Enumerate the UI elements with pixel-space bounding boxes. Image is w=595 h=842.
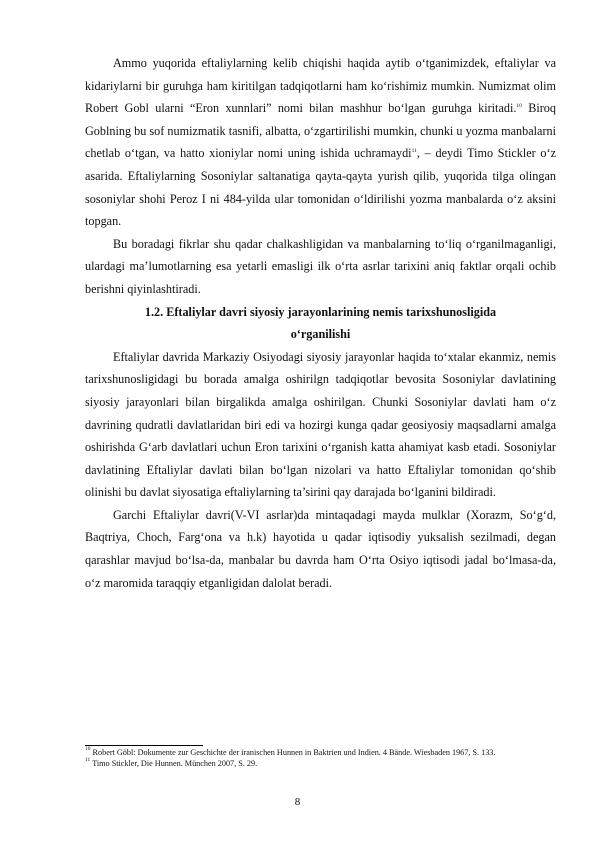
page-number: 8 [294,796,301,808]
footnote-mark-10: 10 [85,746,91,752]
paragraph-4: Garchi Eftaliylar davri(V-VI asrlar)da mintaqadagi mayda mulklar (Xorazm, So‘g‘d, Baqtriya, Choch, Farg‘ona va h.k) hayotida u qadar iqtisodiy yuksalish sezilmadi, degan qarashlar mavjud bo‘lsa-da, manbalar bu davrda ham O‘rta Osiyo iqtisodi jadal bo‘lmasa-da, o‘z maromida taraqqiy etganligidan dalolat beradi. [85,507,556,590]
footnote-11-text: Timo Stickler, Die Hunnen. München 2007, S. 29. [90,758,258,768]
paragraph-3: Eftaliylar davrida Markaziy Osiyodagi siyosiy jarayonlar haqida to‘xtalar ekanmiz, nemis tarixshunosligidagi bu borada amalga oshirilgn tadqiqotlar bevosita Sosoniylar davlatining siyosiy jarayonlari bilan birgalikda amalga oshirilgan. Chunki Sosoniylar davlati ham o‘z davrining qudratli davlatlaridan biri edi va hozirgi kunga qadar geosiyosiy maqsadlarni amalga oshirishda G‘arb davlatlari uchun Eron tarixini o‘rganish katta ahamiyat kasb etadi. Sosoniylar davlatining Eftaliylar davlati bilan bo‘lgan nizolari va hatto Eftaliylar tomonidan qo‘shib olinishi bu davlat siyosatiga eftaliylarning ta’sirini qay darajada bo‘lganini bildiradi. [85,349,556,500]
section-heading-line-2: o‘rganilishi [290,327,351,342]
section-heading-line-1: 1.2. Eftaliylar davri siyosiy jarayonlarining nemis tarixshunosligida [144,304,497,319]
paragraph-1 [85,52,556,233]
footnote-10-text: Robert Göbl: Dokumente zur Geschichte der iranischen Hunnen in Baktrien und Indien. 4 Bände. Wiesbaden 1967, S. 133. [90,748,496,757]
footnote-10 [85,748,556,759]
footnote-ref-10: 10 [516,103,522,110]
footnote-mark-11: 11 [85,756,91,763]
footnote-11 [85,756,556,770]
paragraph-2: Bu boradagi fikrlar shu qadar chalkashligidan va manbalarning to‘liq o‘rganilmaganligi, ulardagi ma’lumotlarning esa yetarli emasligi ilk o‘rta asrlar tarixini aniq faktlar orqali ochib berishni qiyinlashtiradi. [85,236,556,296]
footnote-separator [85,745,203,746]
paragraph-1-part-b: Biroq Goblning bu sof numizmatik tasnifi, albatta, o‘zgartirilishi mumkin, chunki u yozma manbalarni chetlab o‘tgan, va hatto xioniylar nomi uning ishida uchramaydi [85,101,556,161]
footnotes [85,748,556,769]
paragraph-1-part-a: Ammo yuqorida eftaliylarning kelib chiqishi haqida aytib o‘tganimizdek, eftaliylar va kidariylarni bir guruhga ham kiritilgan tadqiqotlarni ham ko‘rishimiz mumkin. Numizmat olim Robert Gobl ularni “Eron xunnlari” nomi bilan mashhur bo‘lgan guruhga kiritadi. [85,56,556,116]
body-text [85,52,556,594]
paragraph-1-part-c: , – deydi Timo Stickler o‘z asarida. Eftaliylarning Sosoniylar saltanatiga qayta-qayta yurish qilib, yuqorida tilga olingan sosoniylar shohi Peroz I ni 484-yilda ular tomonidan o‘ldirilishi yozma manbalarda o‘z aksini topgan. [85,146,556,229]
footnote-ref-11: 11 [411,148,417,155]
